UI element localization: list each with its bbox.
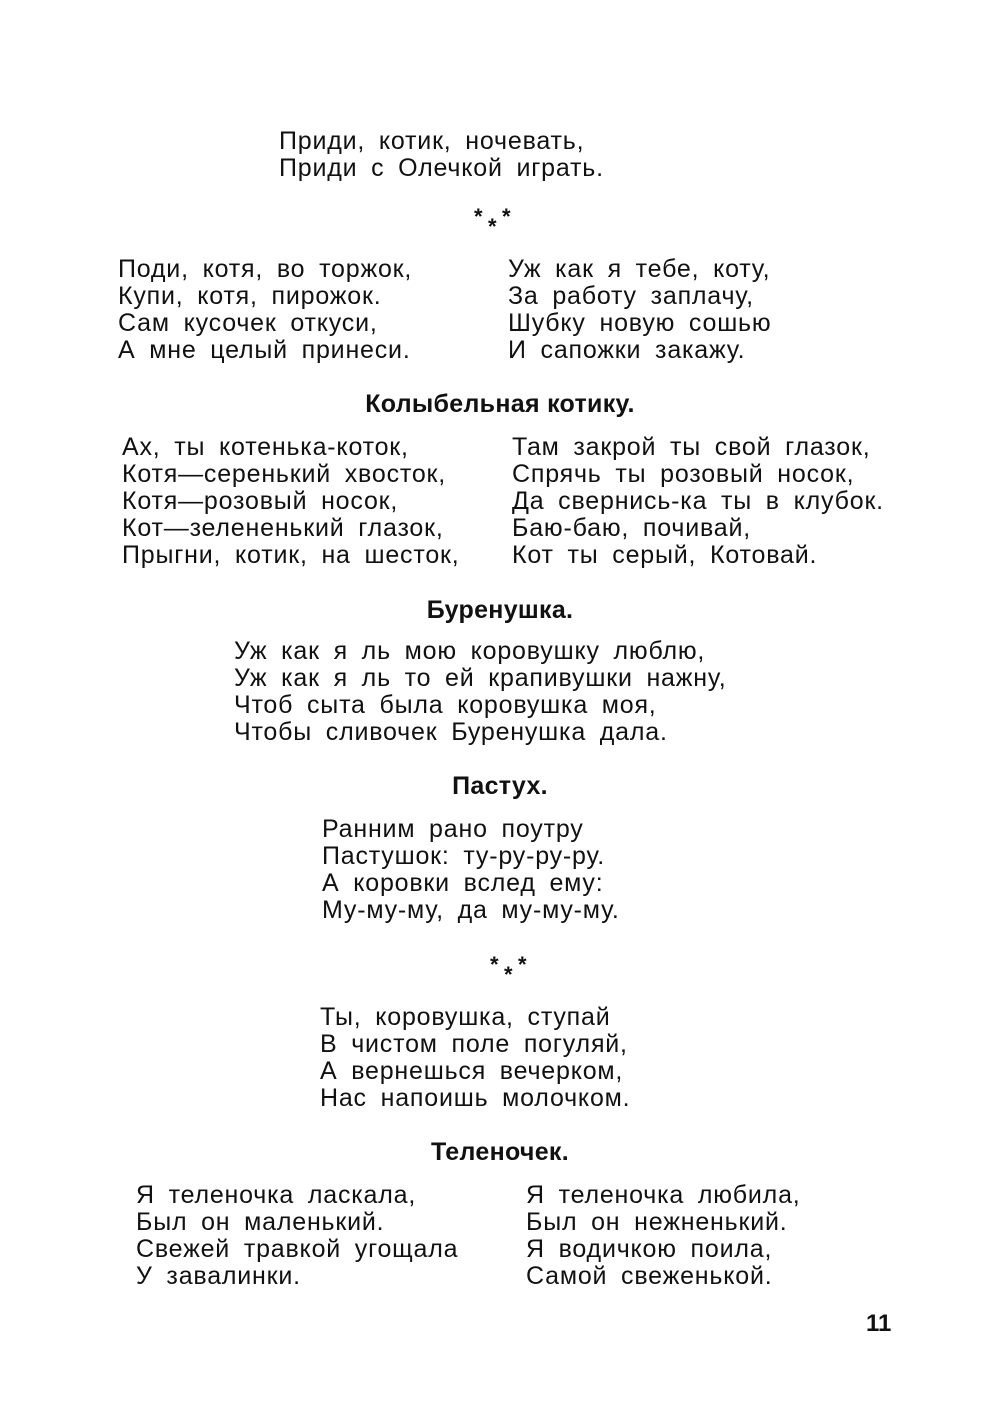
verse-line: Был он маленький. bbox=[136, 1208, 385, 1236]
verse-line: У завалинки. bbox=[136, 1262, 301, 1290]
verse-line: А мне целый принеси. bbox=[118, 336, 411, 364]
verse-line: Ранним рано поутру bbox=[322, 815, 584, 843]
asterism-separator bbox=[490, 952, 540, 987]
poem-2-left-column bbox=[118, 256, 412, 364]
verse-line: Самой свеженькой. bbox=[526, 1262, 773, 1290]
verse-line: Кот ты серый, Котовай. bbox=[512, 541, 818, 569]
verse-line: Баю-баю, почивай, bbox=[512, 514, 751, 542]
poem-title: Буренушка. bbox=[426, 596, 574, 624]
verse-line: Шубку новую сошью bbox=[508, 309, 772, 337]
verse-line: Чтобы сливочек Буренушка дала. bbox=[234, 718, 668, 746]
poem-5 bbox=[322, 816, 620, 924]
page-number: 11 bbox=[866, 1310, 892, 1337]
verse-line: Уж как я ль то ей крапивушки нажну, bbox=[234, 664, 727, 692]
verse-line: Нас напоишь молочком. bbox=[320, 1084, 631, 1112]
verse-line: Котя—розовый носок, bbox=[122, 487, 399, 515]
verse-line: Ах, ты котенька-коток, bbox=[122, 433, 409, 461]
poem-7-left-column bbox=[136, 1182, 458, 1290]
asterism-separator bbox=[474, 204, 524, 239]
asterisk: * bbox=[490, 952, 499, 977]
verse-line: Чтоб сыта была коровушка моя, bbox=[234, 691, 657, 719]
verse-line: Я теленочка ласкала, bbox=[136, 1181, 417, 1209]
verse-line: А вернешься вечерком, bbox=[320, 1057, 624, 1085]
poem-4 bbox=[234, 638, 726, 746]
verse-line: В чистом поле погуляй, bbox=[320, 1030, 628, 1058]
verse-line: Кот—зелененький глазок, bbox=[122, 514, 444, 542]
verse-line: Свежей травкой угощала bbox=[136, 1235, 459, 1263]
verse-line: Прыгни, котик, на шесток, bbox=[122, 541, 460, 569]
verse-line: Котя—серенький хвосток, bbox=[122, 460, 447, 488]
verse-line: А коровки вслед ему: bbox=[322, 869, 604, 897]
verse-line: Му-му-му, да му-му-му. bbox=[322, 896, 620, 924]
asterisk: * bbox=[504, 962, 513, 987]
verse-line: Пастушок: ту-ру-ру-ру. bbox=[322, 842, 606, 870]
verse-line: Да свернись-ка ты в клубок. bbox=[512, 487, 884, 515]
poem-title: Колыбельная котику. bbox=[365, 390, 635, 418]
poem-title: Пастух. bbox=[452, 772, 548, 800]
poem-2-right-column bbox=[508, 256, 771, 364]
poem-title: Теленочек. bbox=[430, 1138, 569, 1166]
verse-line: За работу заплачу, bbox=[508, 282, 754, 310]
verse-line: Сам кусочек откуси, bbox=[118, 309, 378, 337]
asterisk: * bbox=[502, 204, 511, 229]
verse-line: Там закрой ты свой глазок, bbox=[512, 433, 871, 461]
verse-line: Я теленочка любила, bbox=[526, 1181, 801, 1209]
poem-3-right-column bbox=[512, 434, 884, 569]
poem-3-left-column bbox=[122, 434, 460, 569]
asterisk: * bbox=[518, 952, 527, 977]
verse-line: Уж как я тебе, коту, bbox=[508, 255, 771, 283]
asterisk: * bbox=[474, 204, 483, 229]
verse-line: Был он нежненький. bbox=[526, 1208, 788, 1236]
verse-line: Купи, котя, пирожок. bbox=[118, 282, 382, 310]
verse-line: И сапожки закажу. bbox=[508, 336, 746, 364]
verse-line: Ты, коровушка, ступай bbox=[320, 1003, 611, 1031]
verse-line: Поди, котя, во торжок, bbox=[118, 255, 413, 283]
verse-line: Спрячь ты розовый носок, bbox=[512, 460, 855, 488]
poem-1 bbox=[279, 128, 604, 182]
verse-line: Приди с Олечкой играть. bbox=[279, 154, 604, 182]
poem-7-right-column bbox=[526, 1182, 801, 1290]
verse-line: Уж как я ль мою коровушку люблю, bbox=[234, 637, 706, 665]
asterisk: * bbox=[488, 214, 497, 239]
poem-6 bbox=[320, 1004, 630, 1112]
verse-line: Я водичкою поила, bbox=[526, 1235, 773, 1263]
verse-line: Приди, котик, ночевать, bbox=[279, 127, 585, 155]
